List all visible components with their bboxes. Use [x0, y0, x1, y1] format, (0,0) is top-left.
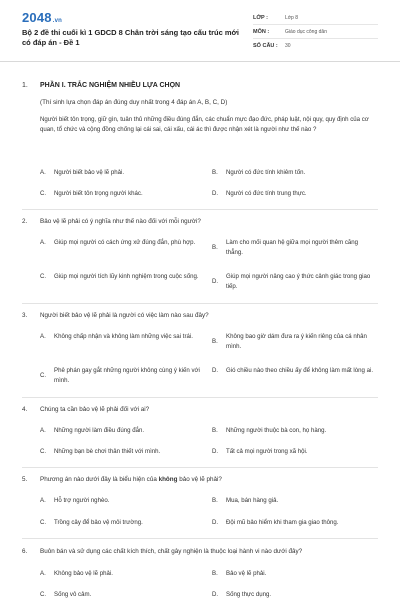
- option-text: Người có đức tính khiêm tốn.: [226, 169, 306, 176]
- meta-label: SỐ CÂU :: [253, 43, 278, 49]
- question-number: 4.: [22, 406, 28, 413]
- question-keyword: không: [158, 476, 178, 483]
- divider: [22, 467, 378, 468]
- divider: [22, 303, 378, 304]
- option-a[interactable]: [40, 168, 202, 178]
- option-text: Làm cho mối quan hệ giữa mọi người thêm căng thẳng.: [226, 239, 359, 256]
- question-number: 5.: [22, 476, 28, 483]
- option-text: Người biết tôn trọng người khác.: [54, 190, 143, 197]
- meta-row-count: [253, 39, 378, 53]
- option-letter: A.: [40, 169, 46, 176]
- option-d[interactable]: [212, 272, 374, 291]
- option-text: Người biết bảo vệ lẽ phải.: [54, 169, 125, 176]
- option-text: Sống vô cảm.: [54, 591, 92, 598]
- meta-row-subject: [253, 25, 378, 39]
- option-letter: A.: [40, 497, 46, 504]
- logo-main: 2048: [22, 10, 52, 25]
- meta-value: Giáo dục công dân: [285, 28, 327, 35]
- option-letter: B.: [212, 337, 218, 345]
- meta-value: 30: [285, 43, 291, 49]
- option-letter: D.: [212, 190, 219, 197]
- question-text: [22, 312, 382, 319]
- question-passage: Người biết tôn trọng, giữ gìn, tuân thủ những điều đúng đắn, các chuẩn mực đạo đức, pháp luật, nội quy, quy định của cơ quan, tổ chức và cộng đồng chống lại cái sai, cái xấu, cái ác thì được nhận xét là người như thế nào ?: [40, 116, 369, 133]
- option-a[interactable]: [40, 426, 202, 436]
- question-number: 2.: [22, 218, 28, 225]
- option-letter: C.: [40, 591, 47, 598]
- question-number: 1.: [22, 82, 28, 89]
- option-letter: C.: [40, 190, 47, 197]
- option-text: Mua, bán hàng giả.: [226, 497, 279, 504]
- part-title: [22, 82, 180, 89]
- option-d[interactable]: [212, 189, 374, 199]
- option-letter: D.: [212, 277, 219, 285]
- option-text: Không bảo vệ lẽ phải.: [54, 570, 113, 577]
- logo-suffix: .vn: [52, 18, 63, 24]
- option-text: Tất cả mọi người trong xã hội.: [226, 448, 308, 455]
- option-text: Sống thực dụng.: [226, 591, 272, 598]
- option-letter: C.: [40, 448, 47, 455]
- option-b[interactable]: [212, 238, 374, 257]
- option-b[interactable]: [212, 496, 374, 506]
- page-header: [0, 0, 400, 62]
- option-a[interactable]: [40, 238, 202, 248]
- page-title: Bộ 2 đề thi cuối kì 1 GDCD 8 Chân trời sáng tạo cấu trúc mới có đáp án - Đề 1: [22, 28, 239, 47]
- site-logo[interactable]: [22, 10, 62, 25]
- option-letter: B.: [212, 497, 218, 504]
- option-c[interactable]: [40, 447, 202, 457]
- option-c[interactable]: [40, 518, 202, 528]
- option-text: Phê phán gay gắt những người không cùng ý kiến với mình.: [54, 367, 200, 384]
- option-letter: A.: [40, 570, 46, 577]
- option-letter: A.: [40, 333, 46, 340]
- option-text: Giúp mọi người có cách ứng xử đúng đắn, phù hợp.: [54, 239, 196, 246]
- option-text: Gió chiều nào theo chiều ấy để không làm mất lòng ai.: [226, 367, 374, 374]
- question-stem: Người biết bảo vệ lẽ phải là người có việc làm nào sau đây?: [40, 312, 209, 319]
- question-stem: Bảo vệ lẽ phải có ý nghĩa như thế nào đối với mỗi người?: [40, 218, 201, 225]
- option-c[interactable]: [40, 189, 202, 199]
- option-text: Đội mũ bảo hiểm khi tham gia giao thông.: [226, 519, 339, 526]
- option-letter: D.: [212, 367, 219, 374]
- option-letter: D.: [212, 448, 219, 455]
- option-letter: A.: [40, 427, 46, 434]
- option-b[interactable]: [212, 426, 374, 436]
- meta-value: Lớp 8: [285, 14, 299, 21]
- question-text: [22, 218, 382, 225]
- question-text: [22, 548, 382, 555]
- question-text: [22, 406, 382, 413]
- option-text: Những bạn bè chơi thân thiết với mình.: [54, 448, 161, 455]
- meta-label: MÔN :: [253, 28, 270, 35]
- part-title-text: PHẦN I. TRẮC NGHIỆM NHIỀU LỰA CHỌN: [40, 82, 181, 89]
- meta-label: LỚP :: [253, 14, 268, 21]
- divider: [22, 397, 378, 398]
- divider: [22, 538, 378, 539]
- option-text: Người có đức tính trung thực.: [226, 190, 307, 197]
- option-d[interactable]: [212, 366, 374, 376]
- option-text: Giúp mọi người nâng cao ý thức cảnh giác trong giao tiếp.: [226, 273, 371, 290]
- question-stem: Buôn bán và sử dụng các chất kích thích, chất gây nghiện là thuộc loại hành vi nào dưới đây?: [40, 548, 303, 555]
- option-a[interactable]: [40, 332, 202, 342]
- option-text: Không bao giờ dám đưa ra ý kiến riêng của cá nhân mình.: [226, 333, 367, 350]
- option-d[interactable]: [212, 518, 374, 528]
- option-letter: D.: [212, 591, 219, 598]
- option-letter: C.: [40, 371, 47, 379]
- question-stem: Chúng ta cần bảo vệ lẽ phải đối với ai?: [40, 406, 150, 413]
- option-d[interactable]: [212, 590, 374, 600]
- option-c[interactable]: [40, 366, 202, 385]
- meta-row-class: [253, 11, 378, 25]
- question-stem: Phương án nào dưới đây là biểu hiện của: [40, 476, 159, 483]
- option-b[interactable]: [212, 332, 374, 351]
- option-text: Giúp mọi người tích lũy kinh nghiệm trong cuộc sống.: [54, 273, 199, 280]
- option-a[interactable]: [40, 496, 202, 506]
- question-number: 3.: [22, 312, 28, 319]
- option-text: Hỗ trợ người nghèo.: [54, 497, 110, 504]
- option-letter: B.: [212, 570, 218, 577]
- option-a[interactable]: [40, 569, 202, 579]
- option-letter: B.: [212, 243, 218, 251]
- option-c[interactable]: [40, 590, 202, 600]
- meta-table: [253, 11, 378, 53]
- divider: [22, 209, 378, 210]
- question-stem-end: bảo vệ lẽ phải?: [177, 476, 222, 483]
- option-b[interactable]: [212, 168, 374, 178]
- option-text: Không chấp nhận và không làm những việc sai trái.: [54, 333, 193, 340]
- option-letter: B.: [212, 427, 218, 434]
- question-text: [22, 476, 382, 483]
- option-text: Những người thuộc bà con, họ hàng.: [226, 427, 327, 434]
- option-letter: C.: [40, 273, 47, 280]
- option-b[interactable]: [212, 569, 374, 579]
- question-number: 6.: [22, 548, 28, 555]
- option-c[interactable]: [40, 272, 202, 282]
- option-d[interactable]: [212, 447, 374, 457]
- option-letter: C.: [40, 519, 47, 526]
- option-text: Trồng cây để bảo vệ môi trường.: [54, 519, 143, 526]
- instruction-text: (Thí sinh lựa chọn đáp án đúng duy nhất trong 4 đáp án A, B, C, D): [40, 99, 228, 106]
- option-letter: B.: [212, 169, 218, 176]
- option-letter: A.: [40, 239, 46, 246]
- option-text: Bảo vệ lẽ phải.: [226, 570, 267, 577]
- option-letter: D.: [212, 519, 219, 526]
- option-text: Những người làm điều đúng đắn.: [54, 427, 145, 434]
